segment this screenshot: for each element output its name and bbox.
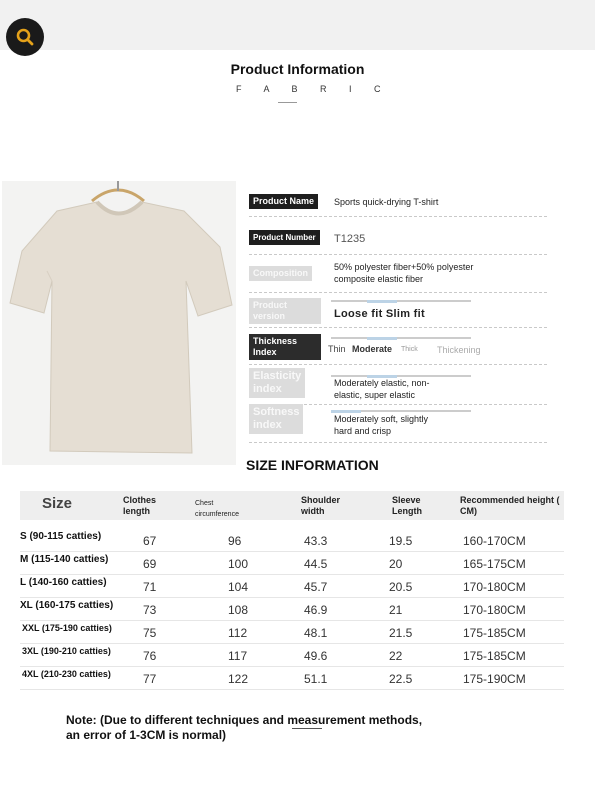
note-line1: Note: (Due to different techniques and measurement methods, <box>66 713 423 727</box>
height-cell: 175-185CM <box>463 649 526 663</box>
product-number-value: T1235 <box>334 233 366 245</box>
shoulder-cell: 43.3 <box>304 534 328 548</box>
version-value: Loose fit Slim fit <box>334 308 425 320</box>
header-sleeve-line1: Sleeve <box>392 495 421 505</box>
sleeve-cell: 21.5 <box>389 626 413 640</box>
height-cell: 170-180CM <box>463 580 526 594</box>
thickness-option-thickening: Thickening <box>437 345 481 355</box>
table-row <box>20 666 564 690</box>
elasticity-label-line2: index <box>253 383 282 395</box>
composition-row <box>249 258 547 293</box>
length-cell: 67 <box>143 534 157 548</box>
length-cell: 69 <box>143 557 157 571</box>
thickness-label <box>249 334 321 360</box>
length-cell: 77 <box>143 672 157 686</box>
size-cell: L (140-160 catties) <box>20 577 107 588</box>
header-chest-line1: Chest <box>195 500 214 507</box>
version-label-line2: version <box>253 311 286 321</box>
header-length <box>123 495 156 517</box>
table-row <box>20 551 564 575</box>
product-photo <box>2 181 236 465</box>
divider <box>278 102 297 103</box>
softness-value-line2: hard and crisp <box>334 426 392 436</box>
version-marker <box>367 300 397 303</box>
composition-value-line1: 50% polyester fiber+50% polyester <box>334 262 474 272</box>
elasticity-value-line2: elastic, super elastic <box>334 390 416 400</box>
measurement-note <box>66 713 422 743</box>
chest-cell: 117 <box>228 649 248 663</box>
height-cell: 160-170CM <box>463 534 526 548</box>
elasticity-value-line1: Moderately elastic, non- <box>334 378 430 388</box>
height-cell: 165-175CM <box>463 557 526 571</box>
length-cell: 73 <box>143 603 157 617</box>
chest-cell: 104 <box>228 580 249 594</box>
product-name-label: Product Name <box>249 194 318 209</box>
chest-cell: 100 <box>228 557 249 571</box>
note-underline <box>292 728 322 729</box>
thickness-marker <box>367 337 397 340</box>
composition-value-line2: composite elastic fiber <box>334 274 424 284</box>
version-row <box>249 297 547 328</box>
table-row <box>20 620 564 644</box>
table-row <box>20 597 564 621</box>
size-cell: 4XL (210-230 catties) <box>22 669 111 679</box>
size-cell: XL (160-175 catties) <box>20 600 114 611</box>
elasticity-label-line1: Elasticity <box>253 370 302 382</box>
sleeve-cell: 19.5 <box>389 534 413 548</box>
height-cell: 175-185CM <box>463 626 526 640</box>
softness-label-line1: Softness <box>253 406 300 418</box>
header-chest <box>195 498 239 520</box>
size-cell: 3XL (190-210 catties) <box>22 646 111 656</box>
header-length-line2: length <box>123 506 150 516</box>
header-length-line1: Clothes <box>123 495 157 505</box>
version-scale <box>331 300 471 302</box>
thickness-label-line1: Thickness <box>253 336 298 346</box>
chest-cell: 122 <box>228 672 249 686</box>
header-height-line2: CM) <box>460 506 477 516</box>
header-shoulder <box>301 495 340 517</box>
header-shoulder-line1: Shoulder <box>301 495 341 505</box>
header-shoulder-line2: width <box>301 506 325 516</box>
top-bar <box>0 0 595 50</box>
chest-cell: 96 <box>228 534 242 548</box>
header-height-line1: Recommended height ( <box>460 495 560 505</box>
softness-label <box>249 404 303 434</box>
elasticity-label <box>249 368 305 398</box>
sleeve-cell: 22 <box>389 649 403 663</box>
thickness-row <box>249 333 547 365</box>
shoulder-cell: 45.7 <box>304 580 328 594</box>
table-row <box>20 643 564 667</box>
sleeve-cell: 20.5 <box>389 580 413 594</box>
product-name-row <box>249 192 547 217</box>
search-button[interactable] <box>6 18 44 56</box>
header-height <box>460 495 560 517</box>
composition-label: Composition <box>249 266 312 281</box>
height-cell: 175-190CM <box>463 672 526 686</box>
size-section-title: SIZE INFORMATION <box>246 457 379 473</box>
note-line2: an error of 1-3CM is normal) <box>66 728 227 742</box>
shoulder-cell: 51.1 <box>304 672 328 686</box>
product-name-value: Sports quick-drying T-shirt <box>334 197 439 207</box>
header-chest-line2: circumference <box>195 511 239 518</box>
page-title: Product Information <box>230 61 365 77</box>
size-table-header <box>20 491 564 520</box>
shoulder-cell: 46.9 <box>304 603 328 617</box>
table-row <box>20 528 564 552</box>
softness-value-line1: Moderately soft, slightly <box>334 414 429 424</box>
header-sleeve <box>392 495 422 517</box>
length-cell: 75 <box>143 626 157 640</box>
chest-cell: 112 <box>228 626 248 640</box>
thickness-label-line2: Index <box>253 347 277 357</box>
table-row <box>20 574 564 598</box>
product-number-row <box>249 228 547 255</box>
size-cell: M (115-140 catties) <box>20 554 109 565</box>
sleeve-cell: 20 <box>389 557 403 571</box>
length-cell: 76 <box>143 649 157 663</box>
version-label-line1: Product <box>253 300 288 310</box>
length-cell: 71 <box>143 580 157 594</box>
sleeve-cell: 22.5 <box>389 672 413 686</box>
shoulder-cell: 48.1 <box>304 626 328 640</box>
softness-label-line2: index <box>253 419 282 431</box>
search-icon <box>15 27 35 47</box>
size-cell: XXL (175-190 catties) <box>22 623 112 633</box>
thickness-option-thick: Thick <box>401 346 418 353</box>
thickness-option-thin: Thin <box>328 344 346 354</box>
header-size: Size <box>42 495 73 512</box>
header-sleeve-line2: Length <box>392 506 422 516</box>
fabric-subtitle: F A B R I C <box>236 84 391 94</box>
elasticity-row <box>249 368 547 405</box>
thickness-scale <box>331 337 471 339</box>
chest-cell: 108 <box>228 603 249 617</box>
shoulder-cell: 44.5 <box>304 557 328 571</box>
product-number-label: Product Number <box>249 230 320 245</box>
softness-row <box>249 404 547 443</box>
height-cell: 170-180CM <box>463 603 526 617</box>
sleeve-cell: 21 <box>389 603 403 617</box>
shoulder-cell: 49.6 <box>304 649 328 663</box>
version-label <box>249 298 321 324</box>
thickness-option-moderate: Moderate <box>352 344 393 354</box>
size-cell: S (90-115 catties) <box>20 531 102 542</box>
